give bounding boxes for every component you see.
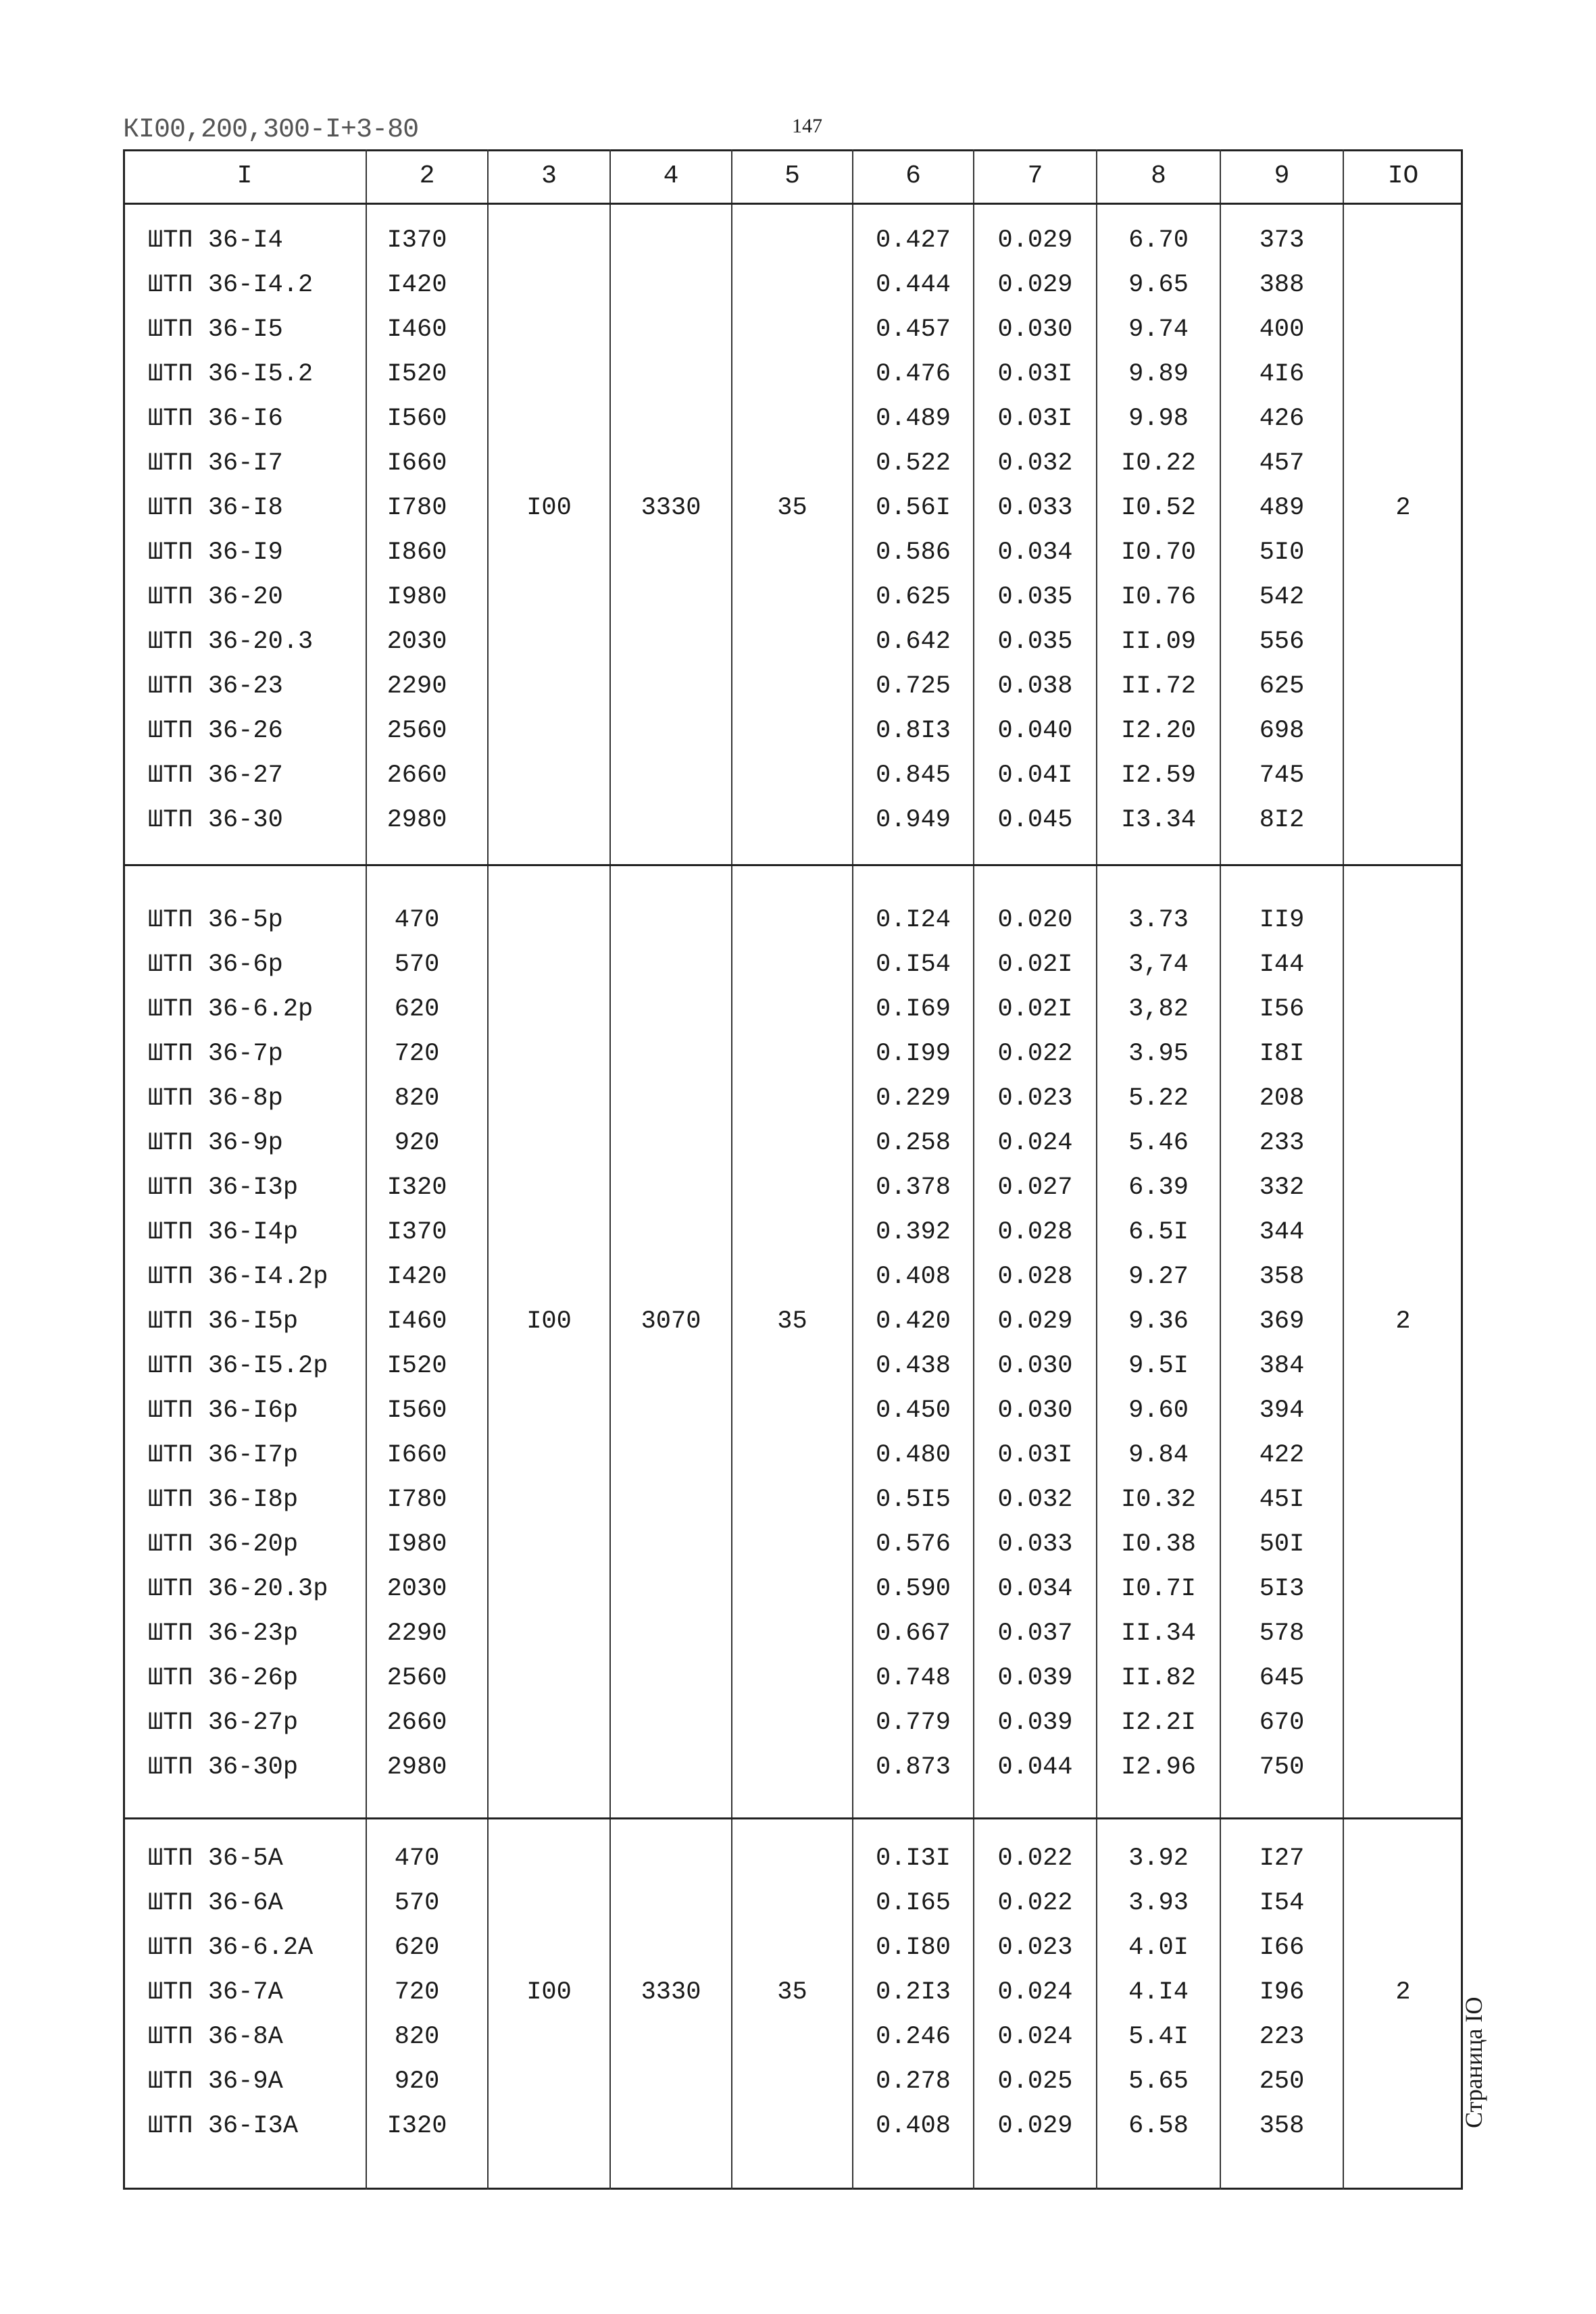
value-col-9: I96 — [1259, 1978, 1305, 2007]
column-header: 3 — [541, 161, 557, 191]
length: 470 — [394, 906, 440, 934]
value-col-6: 0.873 — [875, 1753, 951, 1782]
designation: ШТП 36-26р — [148, 1664, 299, 1692]
value-col-8: I2.59 — [1120, 761, 1197, 790]
designation: ШТП 36-9А — [148, 2067, 283, 2096]
value-col-7: 0.023 — [997, 1934, 1073, 1962]
column-header: 8 — [1151, 161, 1166, 191]
value-col-9: 745 — [1259, 761, 1305, 790]
value-col-9: 8I2 — [1259, 806, 1305, 834]
value-col-6: 0.8I3 — [875, 717, 951, 745]
designation: ШТП 36-I9 — [148, 538, 283, 567]
value-col-7: 0.033 — [997, 494, 1073, 522]
value-col-9: 388 — [1259, 271, 1305, 299]
value-col-8: I0.38 — [1120, 1530, 1197, 1559]
value-col-9: 5I3 — [1259, 1575, 1305, 1603]
value-col-9: 542 — [1259, 583, 1305, 611]
value-col-7: 0.034 — [997, 1575, 1073, 1603]
value-col-6: 0.590 — [875, 1575, 951, 1603]
value-col-9: 384 — [1259, 1352, 1305, 1380]
designation: ШТП 36-20.3р — [148, 1575, 328, 1603]
value-col-7: 0.03I — [997, 405, 1073, 433]
designation: ШТП 36-7А — [148, 1978, 283, 2007]
value-col-6: 0.725 — [875, 672, 951, 701]
value-col-9: 5I0 — [1259, 538, 1305, 567]
value-col-8: 5.46 — [1128, 1129, 1189, 1157]
value-col-8: 9.36 — [1128, 1307, 1189, 1336]
designation: ШТП 36-23р — [148, 1619, 299, 1648]
value-col-9: 344 — [1259, 1218, 1305, 1247]
length: 820 — [394, 1084, 440, 1113]
length: 2290 — [386, 1619, 447, 1648]
value-col-8: 5.4I — [1128, 2023, 1189, 2051]
value-col-9: 45I — [1259, 1486, 1305, 1514]
value-col-8: I0.32 — [1120, 1486, 1197, 1514]
length: I660 — [386, 1441, 447, 1469]
value-col-7: 0.035 — [997, 628, 1073, 656]
value-col-6: 0.586 — [875, 538, 951, 567]
value-col-9: 400 — [1259, 316, 1305, 344]
column-header: 7 — [1027, 161, 1043, 191]
length: 2980 — [386, 806, 447, 834]
column-divider — [609, 149, 611, 2190]
length: 2560 — [386, 1664, 447, 1692]
value-col-6: 0.489 — [875, 405, 951, 433]
value-col-7: 0.022 — [997, 1040, 1073, 1068]
value-col-6: 0.I24 — [875, 906, 951, 934]
value-col-8: II.82 — [1120, 1664, 1197, 1692]
value-col-6: 0.5I5 — [875, 1486, 951, 1514]
length: 620 — [394, 995, 440, 1024]
length: 2560 — [386, 717, 447, 745]
value-col-8: 6.39 — [1128, 1174, 1189, 1202]
value-col-8: 5.65 — [1128, 2067, 1189, 2096]
designation: ШТП 36-7р — [148, 1040, 283, 1068]
value-col-8: I3.34 — [1120, 806, 1197, 834]
value-col-7: 0.032 — [997, 1486, 1073, 1514]
designation: ШТП 36-I5р — [148, 1307, 299, 1336]
value-col-9: 250 — [1259, 2067, 1305, 2096]
column-divider — [731, 149, 732, 2190]
value-col-8: I0.52 — [1120, 494, 1197, 522]
designation: ШТП 36-6.2А — [148, 1934, 314, 1962]
value-col-6: 0.I54 — [875, 951, 951, 979]
designation: ШТП 36-23 — [148, 672, 283, 701]
value-col-7: 0.029 — [997, 271, 1073, 299]
value-col-6: 0.444 — [875, 271, 951, 299]
designation: ШТП 36-9р — [148, 1129, 283, 1157]
value-col-6: 0.625 — [875, 583, 951, 611]
length: I980 — [386, 1530, 447, 1559]
value-col-8: II.34 — [1120, 1619, 1197, 1648]
value-col-7: 0.029 — [997, 1307, 1073, 1336]
designation: ШТП 36-I8р — [148, 1486, 299, 1514]
value-col-9: 369 — [1259, 1307, 1305, 1336]
value-col-9: 698 — [1259, 717, 1305, 745]
merged-c4: 3070 — [641, 1307, 701, 1336]
value-col-8: 9.60 — [1128, 1397, 1189, 1425]
designation: ШТП 36-I4.2 — [148, 271, 314, 299]
designation: ШТП 36-26 — [148, 717, 283, 745]
column-header: I — [236, 161, 253, 191]
row-divider — [123, 864, 1463, 866]
value-col-9: 645 — [1259, 1664, 1305, 1692]
column-header: 9 — [1274, 161, 1290, 191]
value-col-9: 578 — [1259, 1619, 1305, 1648]
value-col-9: 750 — [1259, 1753, 1305, 1782]
value-col-7: 0.024 — [997, 1978, 1073, 2007]
designation: ШТП 36-I6 — [148, 405, 283, 433]
value-col-6: 0.278 — [875, 2067, 951, 2096]
value-col-7: 0.027 — [997, 1174, 1073, 1202]
value-col-8: I0.70 — [1120, 538, 1197, 567]
value-col-7: 0.02I — [997, 995, 1073, 1024]
value-col-9: 625 — [1259, 672, 1305, 701]
value-col-9: I66 — [1259, 1934, 1305, 1962]
value-col-6: 0.378 — [875, 1174, 951, 1202]
length: I660 — [386, 449, 447, 478]
value-col-9: I54 — [1259, 1889, 1305, 1917]
value-col-8: 3.92 — [1128, 1844, 1189, 1873]
value-col-6: 0.420 — [875, 1307, 951, 1336]
designation: ШТП 36-6.2р — [148, 995, 314, 1024]
length: I520 — [386, 1352, 447, 1380]
value-col-7: 0.033 — [997, 1530, 1073, 1559]
value-col-8: 9.84 — [1128, 1441, 1189, 1469]
value-col-6: 0.427 — [875, 226, 951, 255]
value-col-9: 332 — [1259, 1174, 1305, 1202]
value-col-7: 0.038 — [997, 672, 1073, 701]
value-col-6: 0.450 — [875, 1397, 951, 1425]
value-col-7: 0.039 — [997, 1709, 1073, 1737]
merged-c10: 2 — [1395, 1978, 1411, 2007]
value-col-6: 0.845 — [875, 761, 951, 790]
value-col-8: 3.73 — [1128, 906, 1189, 934]
value-col-6: 0.408 — [875, 1263, 951, 1291]
length: 570 — [394, 1889, 440, 1917]
column-header: 6 — [905, 161, 921, 191]
designation: ШТП 36-I5 — [148, 316, 283, 344]
designation: ШТП 36-I5.2р — [148, 1352, 328, 1380]
designation: ШТП 36-30 — [148, 806, 283, 834]
page-number: 147 — [792, 115, 822, 137]
length: I370 — [386, 226, 447, 255]
value-col-7: 0.03I — [997, 1441, 1073, 1469]
length: I860 — [386, 538, 447, 567]
merged-c4: 3330 — [641, 494, 701, 522]
value-col-7: 0.030 — [997, 316, 1073, 344]
length: 2290 — [386, 672, 447, 701]
value-col-9: II9 — [1259, 906, 1305, 934]
value-col-7: 0.024 — [997, 2023, 1073, 2051]
designation: ШТП 36-I3р — [148, 1174, 299, 1202]
value-col-8: 3,74 — [1128, 951, 1189, 979]
value-col-9: 208 — [1259, 1084, 1305, 1113]
value-col-9: 422 — [1259, 1441, 1305, 1469]
value-col-7: 0.040 — [997, 717, 1073, 745]
value-col-8: 9.98 — [1128, 405, 1189, 433]
length: I320 — [386, 1174, 447, 1202]
length: 2030 — [386, 1575, 447, 1603]
value-col-7: 0.022 — [997, 1889, 1073, 1917]
designation: ШТП 36-I4.2р — [148, 1263, 328, 1291]
value-col-8: II.09 — [1120, 628, 1197, 656]
length: 920 — [394, 2067, 440, 2096]
value-col-6: 0.522 — [875, 449, 951, 478]
value-col-9: 358 — [1259, 2112, 1305, 2140]
value-col-9: 4I6 — [1259, 360, 1305, 388]
value-col-6: 0.2I3 — [875, 1978, 951, 2007]
length: I460 — [386, 316, 447, 344]
designation: ШТП 36-I7 — [148, 449, 283, 478]
value-col-6: 0.667 — [875, 1619, 951, 1648]
value-col-6: 0.480 — [875, 1441, 951, 1469]
row-divider — [123, 1817, 1463, 1819]
value-col-9: 457 — [1259, 449, 1305, 478]
length: I520 — [386, 360, 447, 388]
value-col-7: 0.032 — [997, 449, 1073, 478]
designation: ШТП 36-27р — [148, 1709, 299, 1737]
value-col-6: 0.438 — [875, 1352, 951, 1380]
length: I370 — [386, 1218, 447, 1247]
value-col-9: 50I — [1259, 1530, 1305, 1559]
value-col-8: I2.2I — [1120, 1709, 1197, 1737]
length: 820 — [394, 2023, 440, 2051]
value-col-9: 358 — [1259, 1263, 1305, 1291]
designation: ШТП 36-27 — [148, 761, 283, 790]
designation: ШТП 36-I5.2 — [148, 360, 314, 388]
value-col-9: 556 — [1259, 628, 1305, 656]
value-col-6: 0.748 — [875, 1664, 951, 1692]
value-col-9: 373 — [1259, 226, 1305, 255]
value-col-6: 0.229 — [875, 1084, 951, 1113]
length: 720 — [394, 1978, 440, 2007]
value-col-9: 394 — [1259, 1397, 1305, 1425]
value-col-8: 4.I4 — [1128, 1978, 1189, 2007]
length: 2660 — [386, 761, 447, 790]
value-col-8: 6.5I — [1128, 1218, 1189, 1247]
length: 2980 — [386, 1753, 447, 1782]
designation: ШТП 36-20р — [148, 1530, 299, 1559]
merged-c3: I00 — [526, 1307, 572, 1336]
designation: ШТП 36-5А — [148, 1844, 283, 1873]
value-col-9: 426 — [1259, 405, 1305, 433]
designation: ШТП 36-30р — [148, 1753, 299, 1782]
row-divider — [123, 203, 1463, 205]
value-col-6: 0.I3I — [875, 1844, 951, 1873]
length: I780 — [386, 494, 447, 522]
length: 470 — [394, 1844, 440, 1873]
merged-c10: 2 — [1395, 1307, 1411, 1336]
length: I780 — [386, 1486, 447, 1514]
side-page-label: Страница IO — [1460, 1996, 1487, 2128]
value-col-8: 3.95 — [1128, 1040, 1189, 1068]
value-col-8: 3.93 — [1128, 1889, 1189, 1917]
value-col-9: I8I — [1259, 1040, 1305, 1068]
column-header: 5 — [784, 161, 800, 191]
designation: ШТП 36-6р — [148, 951, 283, 979]
value-col-8: 9.89 — [1128, 360, 1189, 388]
column-header: IO — [1387, 161, 1419, 191]
length: I420 — [386, 1263, 447, 1291]
value-col-6: 0.408 — [875, 2112, 951, 2140]
value-col-7: 0.023 — [997, 1084, 1073, 1113]
value-col-9: 223 — [1259, 2023, 1305, 2051]
length: I320 — [386, 2112, 447, 2140]
value-col-9: I44 — [1259, 951, 1305, 979]
designation: ШТП 36-I4р — [148, 1218, 299, 1247]
value-col-9: 489 — [1259, 494, 1305, 522]
designation: ШТП 36-6А — [148, 1889, 283, 1917]
value-col-8: 6.70 — [1128, 226, 1189, 255]
value-col-7: 0.034 — [997, 538, 1073, 567]
value-col-6: 0.I69 — [875, 995, 951, 1024]
value-col-7: 0.044 — [997, 1753, 1073, 1782]
designation: ШТП 36-20 — [148, 583, 283, 611]
value-col-7: 0.030 — [997, 1397, 1073, 1425]
value-col-6: 0.576 — [875, 1530, 951, 1559]
value-col-9: 670 — [1259, 1709, 1305, 1737]
length: 920 — [394, 1129, 440, 1157]
merged-c5: 35 — [777, 494, 807, 522]
designation: ШТП 36-I4 — [148, 226, 283, 255]
value-col-7: 0.03I — [997, 360, 1073, 388]
value-col-9: I56 — [1259, 995, 1305, 1024]
merged-c10: 2 — [1395, 494, 1411, 522]
merged-c3: I00 — [526, 1978, 572, 2007]
value-col-7: 0.022 — [997, 1844, 1073, 1873]
value-col-8: 9.65 — [1128, 271, 1189, 299]
value-col-8: I0.76 — [1120, 583, 1197, 611]
value-col-9: I27 — [1259, 1844, 1305, 1873]
value-col-6: 0.949 — [875, 806, 951, 834]
value-col-6: 0.258 — [875, 1129, 951, 1157]
value-col-7: 0.020 — [997, 906, 1073, 934]
merged-c4: 3330 — [641, 1978, 701, 2007]
merged-c3: I00 — [526, 494, 572, 522]
length: 2660 — [386, 1709, 447, 1737]
designation: ШТП 36-8р — [148, 1084, 283, 1113]
value-col-6: 0.642 — [875, 628, 951, 656]
designation: ШТП 36-I8 — [148, 494, 283, 522]
value-col-6: 0.I80 — [875, 1934, 951, 1962]
value-col-6: 0.I65 — [875, 1889, 951, 1917]
value-col-6: 0.I99 — [875, 1040, 951, 1068]
value-col-7: 0.035 — [997, 583, 1073, 611]
value-col-8: 4.0I — [1128, 1934, 1189, 1962]
value-col-8: 9.27 — [1128, 1263, 1189, 1291]
value-col-7: 0.029 — [997, 2112, 1073, 2140]
column-header: 2 — [419, 161, 435, 191]
value-col-8: 3,82 — [1128, 995, 1189, 1024]
value-col-6: 0.392 — [875, 1218, 951, 1247]
value-col-7: 0.037 — [997, 1619, 1073, 1648]
value-col-7: 0.028 — [997, 1218, 1073, 1247]
designation: ШТП 36-I7р — [148, 1441, 299, 1469]
value-col-7: 0.039 — [997, 1664, 1073, 1692]
value-col-7: 0.025 — [997, 2067, 1073, 2096]
length: I420 — [386, 271, 447, 299]
designation: ШТП 36-I6р — [148, 1397, 299, 1425]
value-col-8: 9.74 — [1128, 316, 1189, 344]
value-col-8: I2.20 — [1120, 717, 1197, 745]
designation: ШТП 36-5р — [148, 906, 283, 934]
length: 720 — [394, 1040, 440, 1068]
column-header: 4 — [663, 161, 679, 191]
value-col-7: 0.02I — [997, 951, 1073, 979]
value-col-8: I2.96 — [1120, 1753, 1197, 1782]
value-col-7: 0.045 — [997, 806, 1073, 834]
designation: ШТП 36-8А — [148, 2023, 283, 2051]
value-col-8: 9.5I — [1128, 1352, 1189, 1380]
value-col-7: 0.029 — [997, 226, 1073, 255]
value-col-6: 0.457 — [875, 316, 951, 344]
length: I560 — [386, 405, 447, 433]
length: 620 — [394, 1934, 440, 1962]
length: I460 — [386, 1307, 447, 1336]
value-col-6: 0.476 — [875, 360, 951, 388]
value-col-8: I0.7I — [1120, 1575, 1197, 1603]
designation: ШТП 36-I3А — [148, 2112, 299, 2140]
value-col-9: 233 — [1259, 1129, 1305, 1157]
length: 570 — [394, 951, 440, 979]
value-col-7: 0.04I — [997, 761, 1073, 790]
merged-c5: 35 — [777, 1978, 807, 2007]
value-col-8: II.72 — [1120, 672, 1197, 701]
value-col-6: 0.779 — [875, 1709, 951, 1737]
document-code: КI00,200,300-I+3-80 — [123, 115, 419, 145]
value-col-8: 6.58 — [1128, 2112, 1189, 2140]
value-col-7: 0.024 — [997, 1129, 1073, 1157]
value-col-8: I0.22 — [1120, 449, 1197, 478]
value-col-7: 0.028 — [997, 1263, 1073, 1291]
length: I980 — [386, 583, 447, 611]
merged-c5: 35 — [777, 1307, 807, 1336]
designation: ШТП 36-20.3 — [148, 628, 314, 656]
column-divider — [487, 149, 489, 2190]
value-col-8: 5.22 — [1128, 1084, 1189, 1113]
value-col-7: 0.030 — [997, 1352, 1073, 1380]
length: 2030 — [386, 628, 447, 656]
length: I560 — [386, 1397, 447, 1425]
value-col-6: 0.56I — [875, 494, 951, 522]
value-col-6: 0.246 — [875, 2023, 951, 2051]
